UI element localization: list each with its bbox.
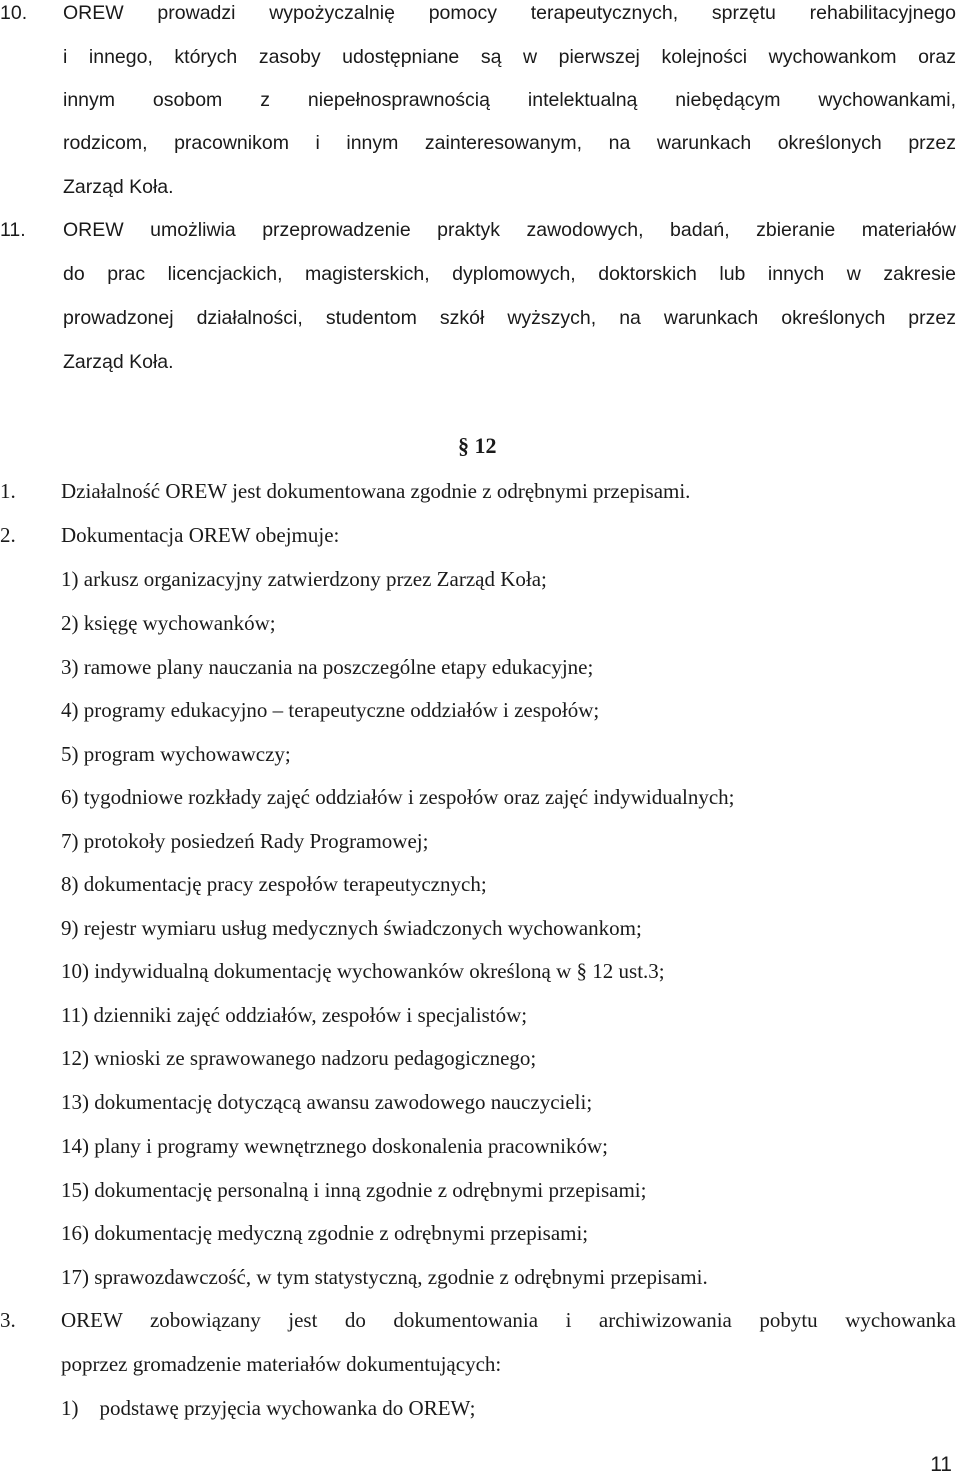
section-10-line-3: innym osobom z niepełnosprawnością intelektualną niebędącym wychowankami, — [63, 89, 956, 111]
list-item: 11) dzienniki zajęć oddziałów, zespołów i specjalistów; — [61, 1003, 528, 1027]
list-item: 2) księgę wychowanków; — [61, 611, 276, 635]
point-1-number: 1. — [0, 479, 16, 503]
list-item: 14) plany i programy wewnętrznego doskonalenia pracowników; — [61, 1134, 609, 1158]
point-1-text: Działalność OREW jest dokumentowana zgodnie z odrębnymi przepisami. — [61, 479, 691, 503]
section-10-number: 10. — [0, 2, 28, 24]
list-item: 17) sprawozdawczość, w tym statystyczną, zgodnie z odrębnymi przepisami. — [61, 1265, 708, 1289]
section-11-line-2: do prac licencjackich, magisterskich, dyplomowych, doktorskich lub innych w zakresie — [63, 263, 956, 285]
point-2-text: Dokumentacja OREW obejmuje: — [61, 523, 340, 547]
list-item: 5) program wychowawczy; — [61, 742, 291, 766]
list-item: 13) dokumentację dotyczącą awansu zawodowego nauczycieli; — [61, 1090, 593, 1114]
page-number: 11 — [930, 1453, 952, 1476]
section-10-line-2: i innego, których zasoby udostępniane są w pierwszej kolejności wychowankom oraz — [63, 46, 956, 68]
list-item: 1) podstawę przyjęcia wychowanka do OREW; — [61, 1396, 476, 1420]
point-3-number: 3. — [0, 1308, 16, 1332]
list-item: 7) protokoły posiedzeń Rady Programowej; — [61, 829, 429, 853]
section-heading: § 12 — [458, 433, 497, 458]
list-item: 16) dokumentację medyczną zgodnie z odrębnymi przepisami; — [61, 1221, 589, 1245]
list-item: 15) dokumentację personalną i inną zgodnie z odrębnymi przepisami; — [61, 1178, 647, 1202]
section-11-number: 11. — [0, 219, 26, 241]
list-item: 9) rejestr wymiaru usług medycznych świadczonych wychowankom; — [61, 916, 642, 940]
section-11-line-3: prowadzonej działalności, studentom szkół wyższych, na warunkach określonych przez — [63, 307, 956, 329]
list-item: 3) ramowe plany nauczania na poszczególne etapy edukacyjne; — [61, 655, 594, 679]
point-3-line-2: poprzez gromadzenie materiałów dokumentujących: — [61, 1352, 502, 1376]
point-3-line-1: OREW zobowiązany jest do dokumentowania i archiwizowania pobytu wychowanka — [61, 1308, 956, 1332]
list-item: 1) arkusz organizacyjny zatwierdzony przez Zarząd Koła; — [61, 567, 547, 591]
point-2-number: 2. — [0, 523, 16, 547]
list-item: 4) programy edukacyjno – terapeutyczne oddziałów i zespołów; — [61, 698, 600, 722]
section-11-line-1: OREW umożliwia przeprowadzenie praktyk zawodowych, badań, zbieranie materiałów — [63, 219, 956, 241]
section-10-line-5: Zarząd Koła. — [63, 176, 174, 198]
list-item: 12) wnioski ze sprawowanego nadzoru pedagogicznego; — [61, 1046, 537, 1070]
list-item: 6) tygodniowe rozkłady zajęć oddziałów i zespołów oraz zajęć indywidualnych; — [61, 785, 735, 809]
section-10-line-1: OREW prowadzi wypożyczalnię pomocy terapeutycznych, sprzętu rehabilitacyjnego — [63, 2, 956, 24]
list-item: 8) dokumentację pracy zespołów terapeutycznych; — [61, 872, 487, 896]
list-item: 10) indywidualną dokumentację wychowanków określoną w § 12 ust.3; — [61, 959, 665, 983]
section-10-line-4: rodzicom, pracownikom i innym zainteresowanym, na warunkach określonych przez — [63, 132, 956, 154]
section-11-line-4: Zarząd Koła. — [63, 351, 174, 373]
